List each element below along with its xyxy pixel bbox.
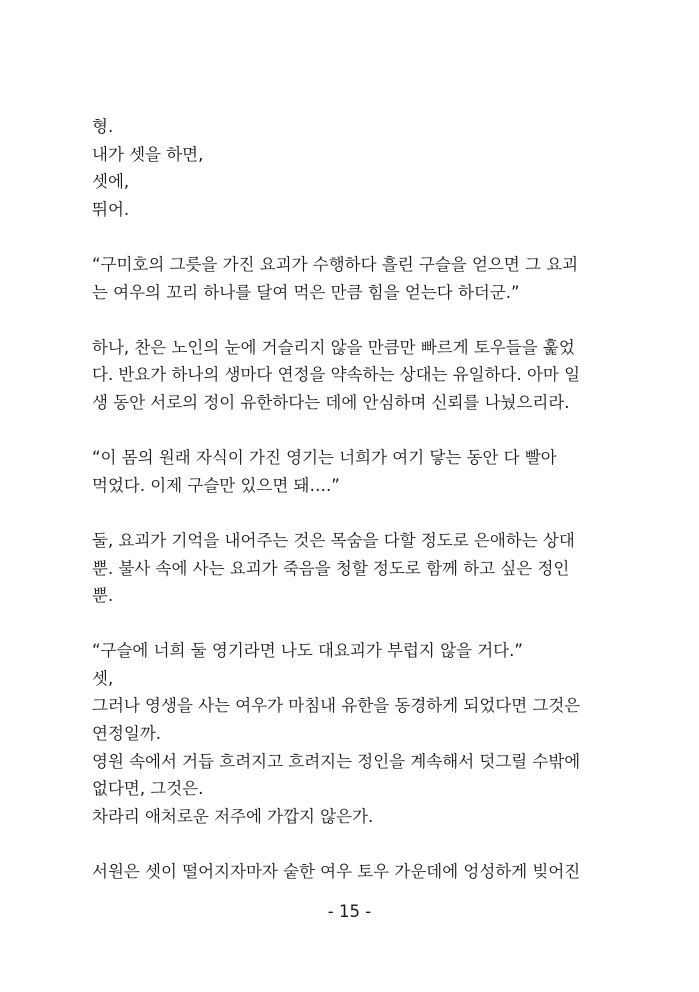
text-line: 뛰어. xyxy=(92,199,130,219)
text-line: 먹었다. 이제 구슬만 있으면 돼….” xyxy=(92,475,340,495)
text-line: “구미호의 그릇을 가진 요괴가 수행하다 흘린 구슬을 얻으면 그 요괴 xyxy=(92,254,579,274)
text-line: 없다면, 그것은. xyxy=(92,779,204,799)
text-line: 그러나 영생을 사는 여우가 마침내 유한을 동경하게 되었다면 그것은 xyxy=(92,696,581,716)
text-line: 하나, 찬은 노인의 눈에 거슬리지 않을 만큼만 빠르게 토우들을 훑었 xyxy=(92,337,575,357)
text-line: 서원은 셋이 떨어지자마자 숱한 여우 토우 가운데에 엉성하게 빚어진 xyxy=(92,862,581,882)
text-line: “구슬에 너희 둘 영기라면 나도 대요괴가 부럽지 않을 거다.” xyxy=(92,641,523,661)
paragraph xyxy=(92,637,608,830)
text-line: 연정일까. xyxy=(92,724,162,744)
text-line: 셋에, xyxy=(92,172,130,192)
text-line: 생 동안 서로의 정이 유한하다는 데에 안심하며 신뢰를 나눴으리라. xyxy=(92,392,570,412)
text-line: 뿐. 불사 속에 사는 요괴가 죽음을 청할 정도로 함께 하고 싶은 정인 xyxy=(92,558,570,578)
paragraph xyxy=(92,334,608,417)
paragraph xyxy=(92,251,608,306)
text-line: 내가 셋을 하면, xyxy=(92,144,204,164)
body-text xyxy=(92,113,608,886)
paragraph xyxy=(92,858,608,886)
text-line: 는 여우의 꼬리 하나를 달여 먹은 만큼 힘을 얻는다 하더군.” xyxy=(92,282,520,302)
text-line: 뿐. xyxy=(92,586,114,606)
text-line: 영원 속에서 거듭 흐려지고 흐려지는 정인을 계속해서 덧그릴 수밖에 xyxy=(92,751,581,771)
page-number: - 15 - xyxy=(327,902,372,921)
text-line: “이 몸의 원래 자식이 가진 영기는 너희가 여기 닿는 동안 다 빨아 xyxy=(92,448,557,468)
text-line: 셋, xyxy=(92,668,114,688)
text-line: 둘, 요괴가 기억을 내어주는 것은 목숨을 다할 정도로 은애하는 상대 xyxy=(92,530,575,550)
paragraph xyxy=(92,527,608,610)
text-line: 형. xyxy=(92,117,114,136)
text-line: 차라리 애처로운 저주에 가깝지 않은가. xyxy=(92,806,374,826)
text-line: 다. 반요가 하나의 생마다 연정을 약속하는 상대는 유일하다. 아마 일 xyxy=(92,365,581,385)
paragraph xyxy=(92,444,608,499)
paragraph xyxy=(92,113,608,223)
